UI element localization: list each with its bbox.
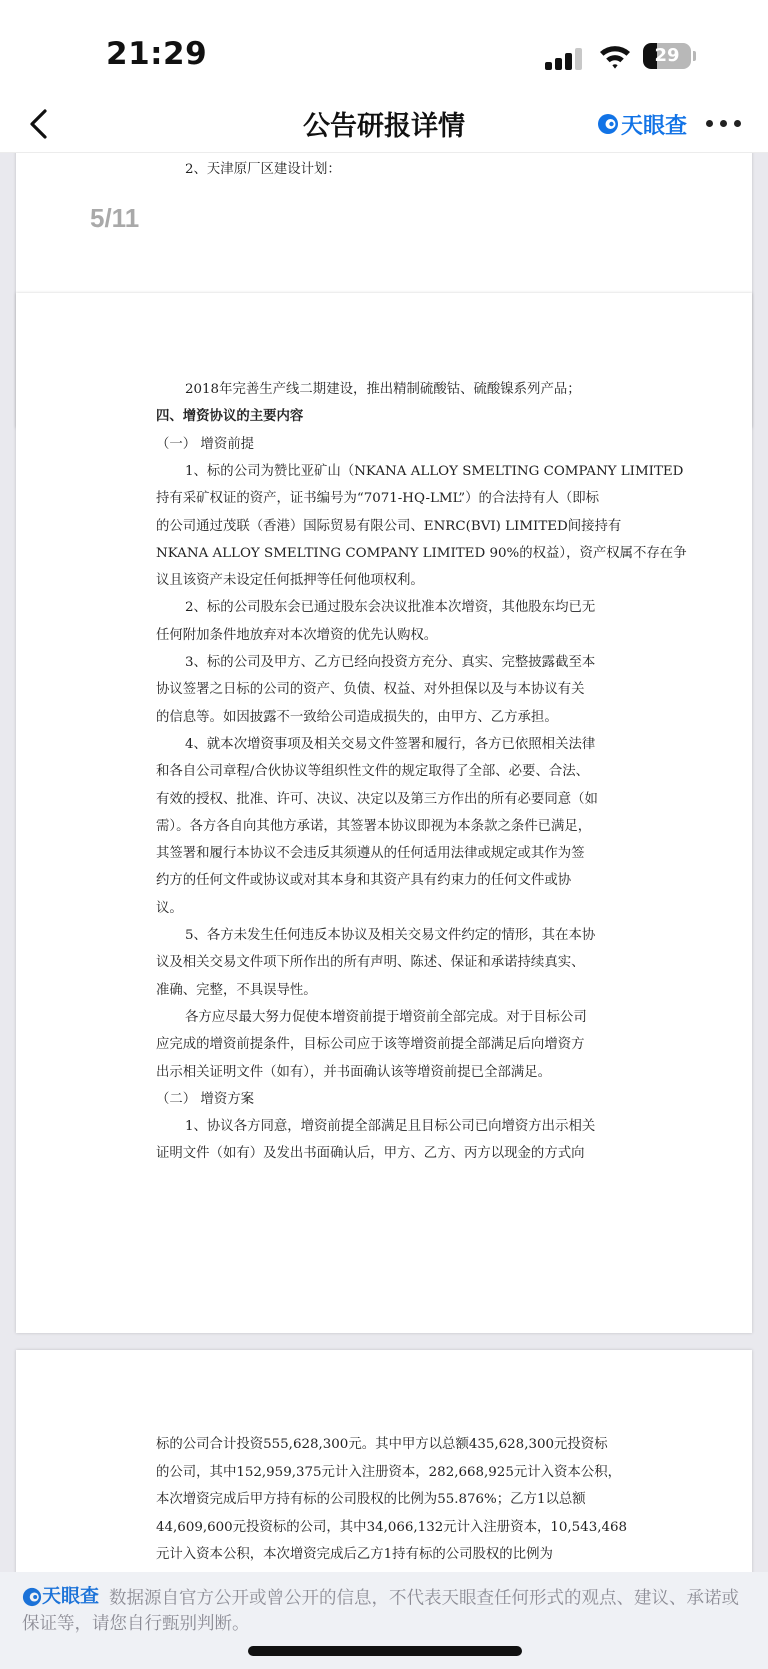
document-text-line: 的公司通过茂联（香港）国际贸易有限公司、ENRC(BVI) LIMITED间接持有 xyxy=(156,518,622,534)
more-button[interactable] xyxy=(706,118,746,130)
document-text-line: （二） 增资方案 xyxy=(156,1091,254,1107)
document-text-line: 议且该资产未设定任何抵押等任何他项权利。 xyxy=(156,573,424,589)
page-indicator: 5/11 xyxy=(90,203,140,233)
document-text-line: 1、协议各方同意，增资前提全部满足且目标公司已向增资方出示相关 xyxy=(185,1119,596,1135)
status-time: 21:29 xyxy=(106,36,208,72)
document-text-line: 1、标的公司为赞比亚矿山（NKANA ALLOY SMELTING COMPANY LIMITED xyxy=(185,463,684,479)
document-text-line: 3、标的公司及甲方、乙方已经向投资方充分、真实、完整披露截至本 xyxy=(185,655,596,670)
document-text-line: 议及相关交易文件项下所作出的所有声明、陈述、保证和承诺持续真实、 xyxy=(156,955,585,971)
document-text-line: 的公司，其中152,959,375元计入注册资本，282,668,925元计入资本公积， xyxy=(156,1464,621,1480)
nav-bar xyxy=(0,100,768,153)
document-text-line: 44,609,600元投资标的公司，其中34,066,132元计入注册资本，10,543,468 xyxy=(156,1519,628,1535)
document-text-line: 2、天津原厂区建设计划： xyxy=(185,162,341,177)
document-text-line: 的信息等。如因披露不一致给公司造成损失的，由甲方、乙方承担。 xyxy=(156,709,558,725)
document-page xyxy=(16,293,752,1333)
tianyancha-logo-icon xyxy=(597,113,619,135)
document-text-line: 证明文件（如有）及发出书面确认后，甲方、乙方、丙方以现金的方式向 xyxy=(156,1146,585,1162)
wifi-icon xyxy=(598,42,632,70)
brand-name: 天眼查 xyxy=(621,113,688,139)
disclaimer-text xyxy=(22,1584,752,1637)
document-text-line: NKANA ALLOY SMELTING COMPANY LIMITED 90%的权益），资产权属不存在争 xyxy=(156,545,687,561)
document-text-line: 4、就本次增资事项及相关交易文件签署和履行，各方已依照相关法律 xyxy=(185,736,596,752)
cellular-signal-icon xyxy=(545,48,583,70)
document-text-line: 准确、完整，不具误导性。 xyxy=(156,982,317,998)
document-text-line: 各方应尽最大努力促使本增资前提于增资前全部完成。对于目标公司 xyxy=(185,1009,587,1025)
document-text-line: （一） 增资前提 xyxy=(156,436,254,452)
footer-brand xyxy=(22,1584,99,1609)
page-title: 公告研报详情 xyxy=(303,111,465,142)
disclaimer-body: 数据源自官方公开或曾公开的信息，不代表天眼查任何形式的观点、建议、承诺或保证等，请您自行甄别判断。 xyxy=(22,1588,740,1634)
footer-brand-name: 天眼查 xyxy=(42,1585,100,1607)
document-text-line: 议。 xyxy=(156,900,183,916)
document-text-line: 有效的授权、批准、许可、决议、决定以及第三方作出的所有必要同意（如 xyxy=(156,791,598,807)
document-text-line: 持有采矿权证的资产，证书编号为“7071-HQ-LML”）的合法持有人（即标 xyxy=(156,491,600,507)
document-text-line: 标的公司合计投资555,628,300元。其中甲方以总额435,628,300元投资标 xyxy=(156,1437,608,1452)
more-dots-icon xyxy=(706,120,713,127)
document-text-line: 应完成的增资前提条件，目标公司应于该等增资前提全部满足后向增资方 xyxy=(156,1037,585,1053)
status-bar xyxy=(0,0,768,100)
document-text-line: 出示相关证明文件（如有），并书面确认该等增资前提已全部满足。 xyxy=(156,1064,552,1080)
document-text-line: 本次增资完成后甲方持有标的公司股权的比例为55.876%；乙方1以总额 xyxy=(156,1492,586,1507)
document-text-line: 约方的任何文件或协议或对其本身和其资产具有约束力的任何文件或协 xyxy=(156,873,572,889)
document-viewer[interactable] xyxy=(0,153,768,1572)
home-indicator[interactable] xyxy=(248,1646,522,1656)
document-text-line: 协议签署之日标的公司的资产、负债、权益、对外担保以及与本协议有关 xyxy=(156,682,585,698)
document-text-line: 2、标的公司股东会已通过股东会决议批准本次增资，其他股东均已无 xyxy=(185,600,596,616)
document-page xyxy=(16,1350,752,1572)
battery-level: 29 xyxy=(654,45,680,66)
document-text-line: 元计入资本公积，本次增资完成后乙方1持有标的公司股权的比例为 xyxy=(156,1547,553,1562)
brand-logo xyxy=(597,106,687,142)
document-text-line: 其签署和履行本协议不会违反其须遵从的任何适用法律或规定或其作为签 xyxy=(156,846,585,862)
document-text-line: 5、各方未发生任何违反本协议及相关交易文件约定的情形，其在本协 xyxy=(185,928,596,943)
document-text-line: 任何附加条件地放弃对本次增资的优先认购权。 xyxy=(156,627,438,643)
document-text-line: 2018年完善生产线二期建设，推出精制硫酸钴、硫酸镍系列产品； xyxy=(185,382,581,397)
document-text-line: 需）。各方各自向其他方承诺，其签署本协议即视为本条款之条件已满足， xyxy=(156,818,592,834)
document-text-line: 和各自公司章程/合伙协议等组织性文件的规定取得了全部、必要、合法、 xyxy=(156,764,590,780)
tianyancha-logo-icon xyxy=(22,1587,42,1607)
battery-icon xyxy=(643,43,695,69)
document-text-line: 四、增资协议的主要内容 xyxy=(156,408,304,425)
